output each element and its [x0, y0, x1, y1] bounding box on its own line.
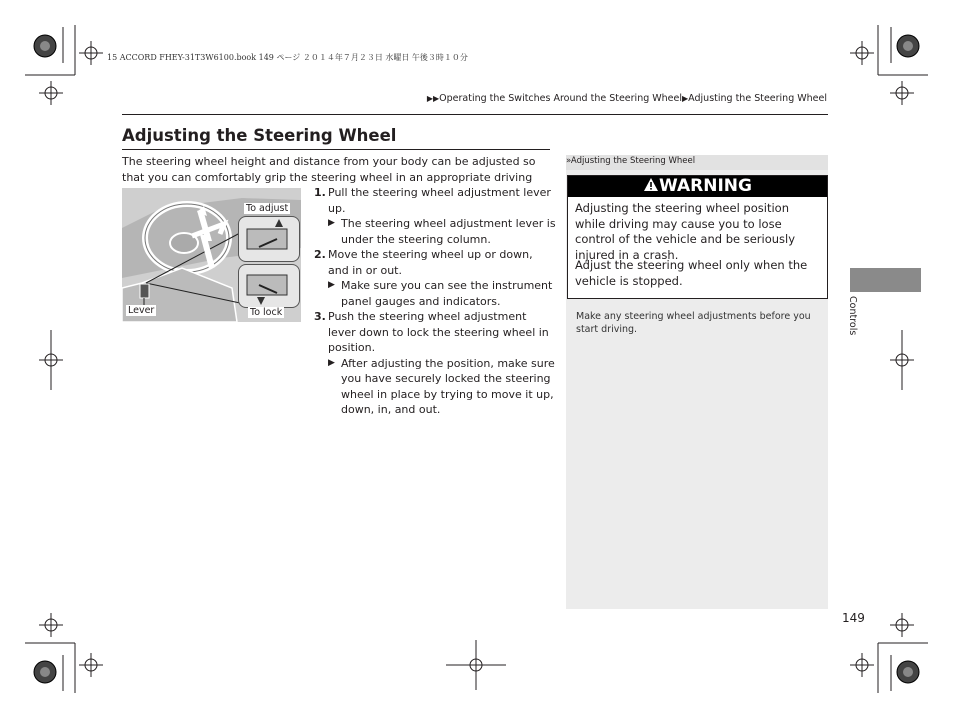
arrow-right-icon: ▶: [328, 280, 335, 290]
breadcrumb-arrows: ▶▶: [426, 94, 440, 103]
step-text: Move the steering wheel up or down, and in or out.: [328, 248, 533, 277]
arrow-right-icon: ▶: [328, 218, 335, 228]
step-3: [314, 309, 556, 418]
step-number: 3.: [314, 310, 326, 323]
step-note-text: Make sure you can see the instrument panel gauges and indicators.: [341, 279, 553, 308]
sidebar-header: [566, 156, 695, 166]
steps-list: [314, 185, 556, 418]
intro-paragraph: The steering wheel height and distance from your body can be adjusted so that you can comfortably grip the steering wheel in an appropriate driving: [122, 155, 536, 184]
page-title: Adjusting the Steering Wheel: [122, 126, 397, 145]
sidebar-header-text: Adjusting the Steering Wheel: [570, 156, 696, 166]
step-note: [328, 216, 556, 247]
label-lever: Lever: [128, 305, 155, 316]
label-to-adjust: To adjust: [246, 203, 289, 214]
arrow-right-icon: ▶: [328, 357, 335, 368]
lever-up-diagram: [239, 217, 299, 261]
warning-paragraph-2: Adjust the steering wheel only when the vehicle is stopped.: [575, 258, 808, 288]
reference-icon: »: [566, 156, 571, 166]
step-1: [314, 185, 556, 247]
warning-header: [568, 176, 827, 197]
step-number: 1.: [314, 186, 326, 199]
top-rule: [122, 114, 828, 115]
step-note-text: The steering wheel adjustment lever is under the steering column.: [341, 217, 556, 246]
step-text: Pull the steering wheel adjustment lever up.: [328, 186, 551, 215]
steering-wheel-illustration: [122, 188, 301, 322]
warning-paragraph-1: Adjusting the steering wheel position while driving may cause you to lose control of the vehicle and be seriously injured in a crash.: [575, 201, 796, 262]
file-header: 15 ACCORD FHEY-31T3W6100.book 149 ページ ２０１４年７月２３日 水曜日 午後３時１０分: [107, 53, 468, 62]
title-rule: [122, 149, 550, 150]
inset-to-adjust: [238, 216, 300, 262]
breadcrumb-separator: ▶: [682, 94, 689, 103]
step-note-text: After adjusting the position, make sure you have securely locked the steering wheel in place by trying to move it up, down, in, and out.: [341, 356, 555, 416]
step-number: 2.: [314, 248, 326, 261]
breadcrumb: [427, 93, 827, 104]
inset-to-lock: [238, 264, 300, 308]
page-number: 149: [842, 611, 865, 625]
lever-down-diagram: [239, 265, 299, 307]
section-tab: [850, 268, 921, 292]
breadcrumb-part2: Adjusting the Steering Wheel: [688, 93, 827, 104]
warning-triangle-icon: [643, 177, 659, 192]
step-2: [314, 247, 556, 309]
label-to-lock: To lock: [250, 307, 283, 318]
step-note: [328, 278, 556, 309]
warning-title: [568, 176, 827, 197]
sidebar-note: Make any steering wheel adjustments before you start driving.: [576, 311, 811, 335]
breadcrumb-part1: Operating the Switches Around the Steering Wheel: [439, 93, 683, 104]
warning-title-text: WARNING: [659, 176, 752, 196]
step-note: [328, 356, 556, 418]
section-tab-label: Controls: [847, 296, 858, 336]
step-text: Push the steering wheel adjustment lever down to lock the steering wheel in position.: [328, 310, 549, 354]
